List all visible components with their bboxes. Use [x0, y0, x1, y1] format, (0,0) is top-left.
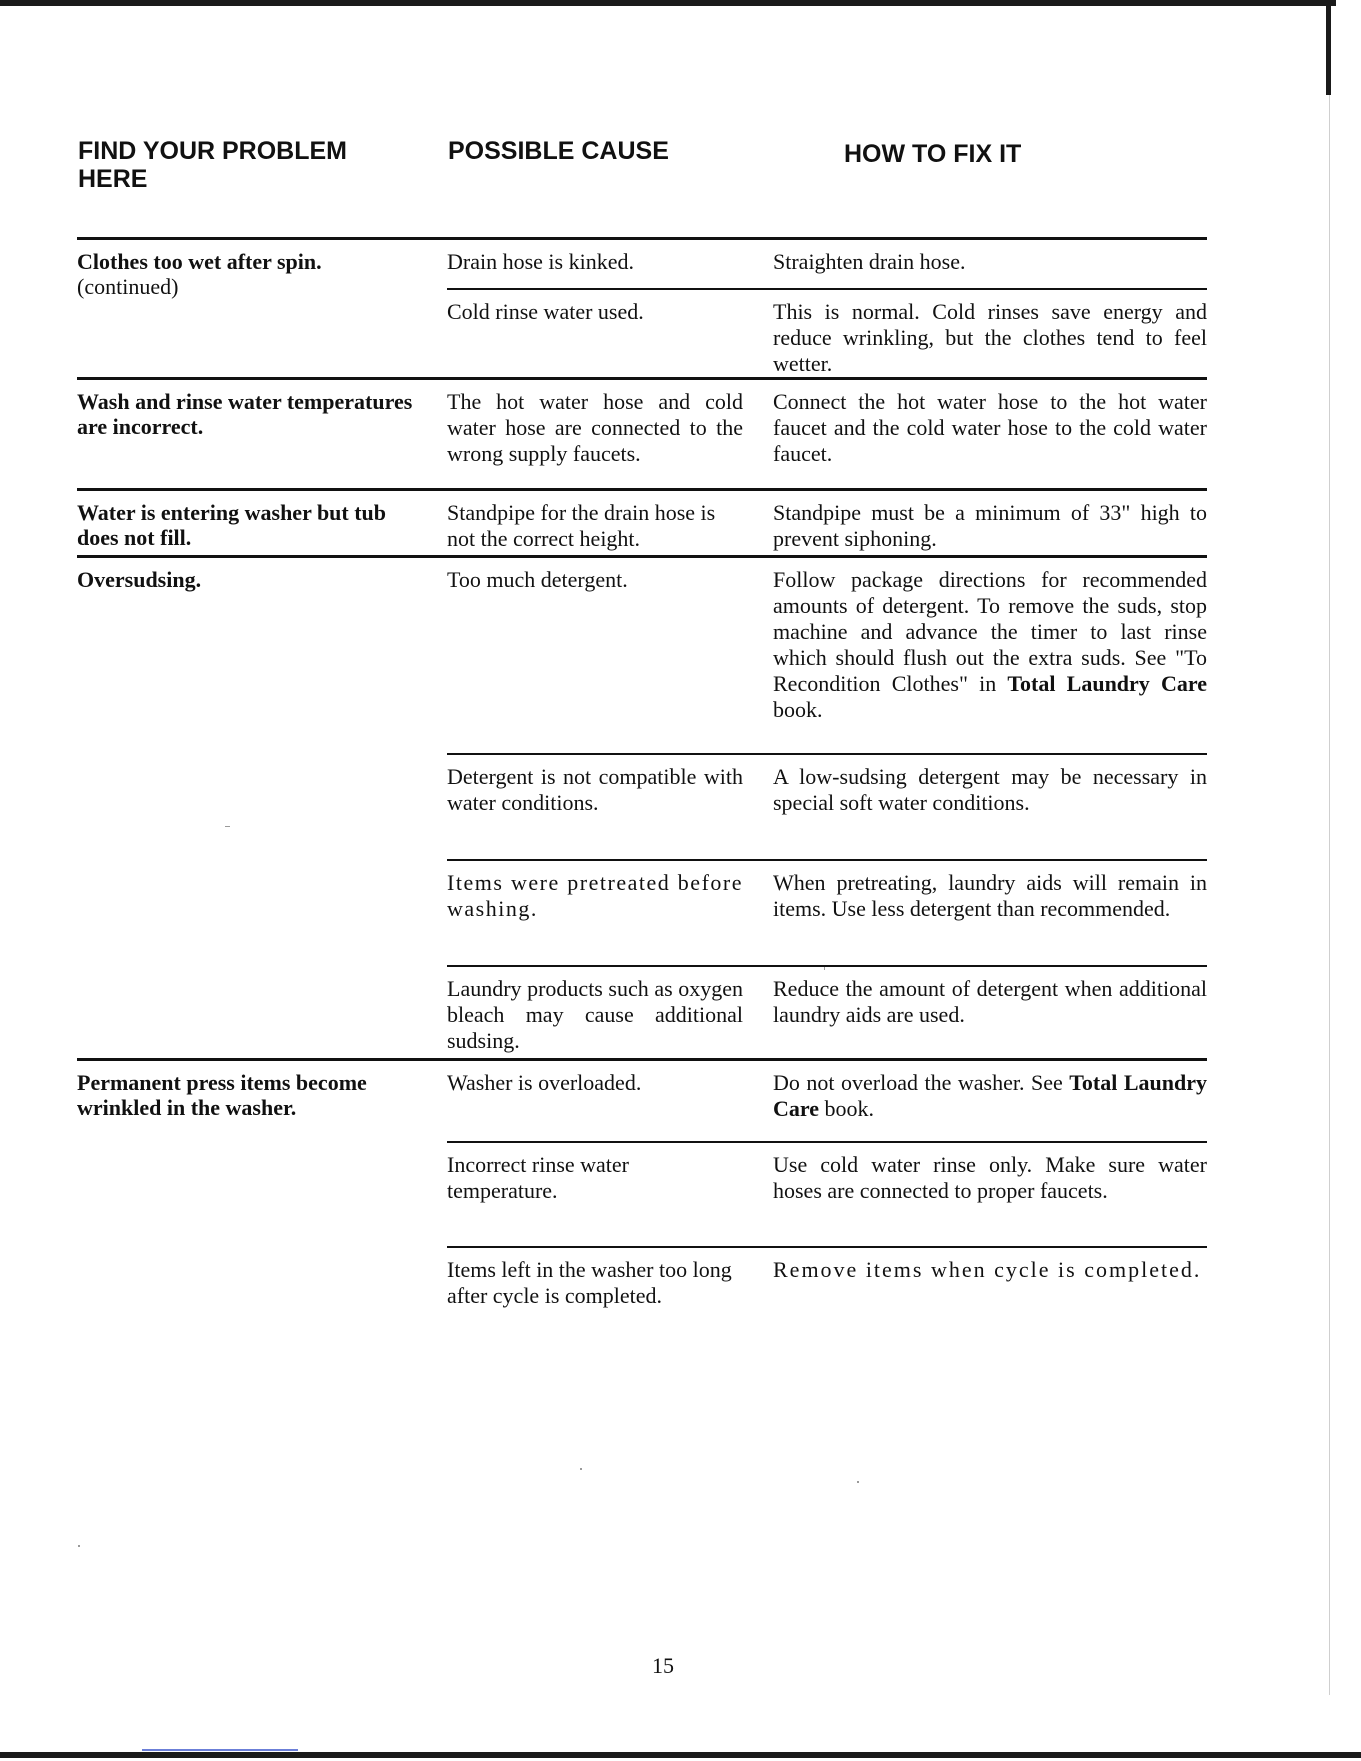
cause-fix-pair — [447, 965, 1207, 1058]
fix-text-part: Do not overload the washer. See — [773, 1070, 1070, 1095]
cause-text: Too much detergent. — [447, 567, 628, 592]
problem-note: (continued) — [77, 274, 179, 299]
problem-title: Water is entering washer but tub does not fill. — [77, 500, 387, 550]
cause-text: The hot water hose and cold water hose are connected to the wrong supply faucets. — [447, 389, 743, 466]
cause-fix-pair — [447, 558, 1207, 753]
troubleshooting-table — [77, 237, 1207, 1321]
fix-text: Remove items when cycle is completed. — [773, 1257, 1202, 1282]
cause-text: Drain hose is kinked. — [447, 249, 634, 274]
fix-text: A low-sudsing detergent may be necessary in special soft water conditions. — [773, 764, 1207, 815]
problem-group — [77, 1058, 1207, 1321]
page-edge-right-faint — [1329, 95, 1330, 1695]
cause-fix-pair — [447, 491, 1207, 552]
problem-title: Clothes too wet after spin. — [77, 249, 322, 274]
fix-text-part: book. — [773, 697, 823, 722]
cause-text: Incorrect rinse water temperature. — [447, 1152, 630, 1203]
cause-fix-pair — [447, 1141, 1207, 1246]
cause-text: Cold rinse water used. — [447, 299, 644, 324]
page-edge-top — [0, 0, 1336, 6]
fix-text: Reduce the amount of detergent when additional laundry aids are used. — [773, 976, 1207, 1027]
fix-text: Connect the hot water hose to the hot water faucet and the cold water hose to the cold water faucet. — [773, 389, 1207, 466]
fix-text-part: book. — [819, 1096, 875, 1121]
problem-title: Wash and rinse water temperatures are incorrect. — [77, 389, 413, 439]
book-title: Total Laundry Care — [773, 1070, 1207, 1121]
cause-fix-pair — [447, 1061, 1207, 1141]
cause-fix-list — [447, 491, 1207, 555]
problem-group — [77, 555, 1207, 1058]
page-number: 15 — [652, 1653, 674, 1678]
cause-text: Items were pretreated before washing. — [447, 870, 743, 921]
cause-fix-list — [447, 1061, 1207, 1321]
cause-text: Detergent is not compatible with water conditions. — [447, 764, 743, 815]
cause-fix-pair — [447, 288, 1207, 377]
problem-group — [77, 377, 1207, 488]
fix-text: Use cold water rinse only. Make sure water hoses are connected to proper faucets. — [773, 1152, 1207, 1203]
header-how-to-fix-it: HOW TO FIX IT — [844, 140, 1022, 168]
fix-text-part: Follow package directions for recommended amounts of detergent. To remove the suds, stop machine and advance the timer to last rinse which should flush out the extra suds. See "To Recondition Clothes" in — [773, 567, 1207, 696]
cause-fix-pair — [447, 1246, 1207, 1321]
scan-speck — [857, 1481, 859, 1483]
scan-speck — [225, 826, 230, 827]
problem-group — [77, 488, 1207, 555]
fix-text — [773, 567, 1207, 753]
scan-speck — [78, 1545, 80, 1547]
cause-fix-pair — [447, 753, 1207, 859]
scan-speck — [580, 1468, 582, 1470]
cause-fix-list — [447, 380, 1207, 488]
page-edge-bottom-mark — [142, 1749, 298, 1751]
header-find-your-problem: FIND YOUR PROBLEM HERE — [78, 137, 347, 193]
cause-fix-pair — [447, 859, 1207, 965]
cause-text: Items left in the washer too long after cycle is completed. — [447, 1257, 732, 1308]
cause-text: Washer is overloaded. — [447, 1070, 642, 1095]
fix-text: Standpipe must be a minimum of 33" high to prevent siphoning. — [773, 500, 1207, 551]
problem-title: Oversudsing. — [77, 567, 202, 592]
cause-fix-list — [447, 558, 1207, 1058]
cause-fix-pair — [447, 380, 1207, 467]
fix-text: Straighten drain hose. — [773, 249, 966, 274]
fix-text: When pretreating, laundry aids will remain in items. Use less detergent than recommended. — [773, 870, 1207, 921]
cause-fix-pair — [447, 240, 1207, 288]
scan-speck — [824, 967, 825, 970]
fix-text — [773, 1070, 1207, 1141]
page-edge-right — [1326, 0, 1331, 95]
page-edge-bottom — [0, 1752, 1361, 1758]
cause-text: Standpipe for the drain hose is not the correct height. — [447, 500, 716, 551]
cause-text: Laundry products such as oxygen bleach may cause additional sudsing. — [447, 976, 743, 1053]
fix-text: This is normal. Cold rinses save energy and reduce wrinkling, but the clothes tend to feel wetter. — [773, 299, 1207, 376]
problem-group — [77, 237, 1207, 377]
column-headers — [78, 133, 1206, 213]
header-possible-cause: POSSIBLE CAUSE — [448, 137, 669, 165]
problem-title: Permanent press items become wrinkled in the washer. — [77, 1070, 367, 1120]
cause-fix-list — [447, 240, 1207, 377]
book-title: Total Laundry Care — [1007, 671, 1207, 696]
